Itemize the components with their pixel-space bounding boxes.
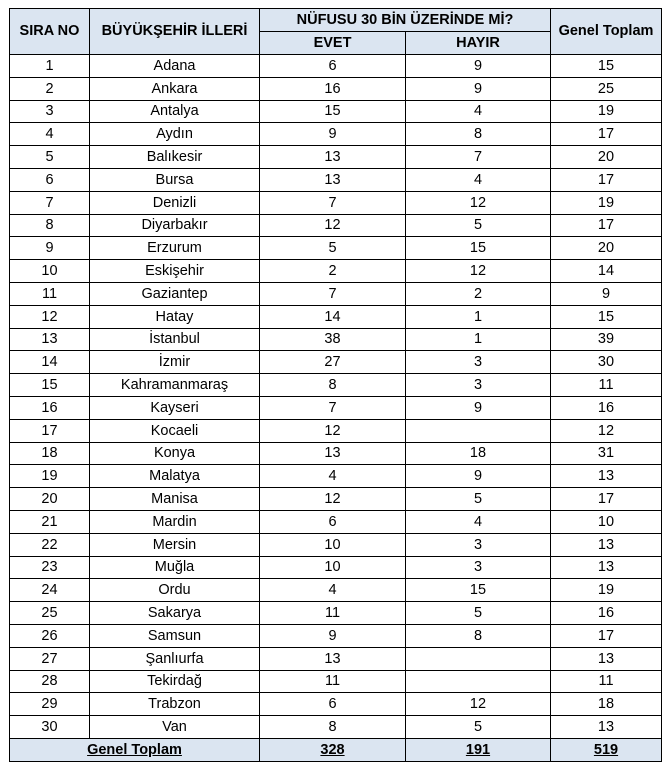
cell-il: Samsun xyxy=(90,624,260,647)
cell-toplam: 13 xyxy=(551,556,662,579)
cell-evet: 13 xyxy=(260,146,406,169)
table-row xyxy=(10,260,662,283)
table-row xyxy=(10,579,662,602)
cell-hayir xyxy=(406,419,551,442)
cell-toplam: 14 xyxy=(551,260,662,283)
cell-evet: 12 xyxy=(260,419,406,442)
table-header xyxy=(10,9,662,55)
header-sira-no: SIRA NO xyxy=(10,9,90,55)
cell-sira-no: 9 xyxy=(10,237,90,260)
table-row xyxy=(10,100,662,123)
cell-hayir: 15 xyxy=(406,579,551,602)
cell-toplam: 11 xyxy=(551,670,662,693)
cell-sira-no: 11 xyxy=(10,282,90,305)
cell-sira-no: 26 xyxy=(10,624,90,647)
cell-sira-no: 23 xyxy=(10,556,90,579)
cell-il: Kahramanmaraş xyxy=(90,374,260,397)
province-population-table xyxy=(9,8,662,762)
table-row xyxy=(10,647,662,670)
cell-evet: 9 xyxy=(260,624,406,647)
table-row xyxy=(10,214,662,237)
cell-hayir: 4 xyxy=(406,168,551,191)
table-row xyxy=(10,510,662,533)
cell-il: Erzurum xyxy=(90,237,260,260)
cell-evet: 13 xyxy=(260,168,406,191)
cell-toplam: 25 xyxy=(551,77,662,100)
header-genel-toplam: Genel Toplam xyxy=(551,9,662,55)
cell-toplam: 9 xyxy=(551,282,662,305)
table-row xyxy=(10,693,662,716)
cell-il: Van xyxy=(90,716,260,739)
cell-toplam: 39 xyxy=(551,328,662,351)
cell-sira-no: 16 xyxy=(10,396,90,419)
cell-evet: 11 xyxy=(260,670,406,693)
total-hayir: 191 xyxy=(406,738,551,761)
cell-evet: 12 xyxy=(260,488,406,511)
table-row xyxy=(10,55,662,78)
cell-evet: 4 xyxy=(260,579,406,602)
cell-hayir: 15 xyxy=(406,237,551,260)
cell-il: Denizli xyxy=(90,191,260,214)
cell-toplam: 17 xyxy=(551,214,662,237)
table-row xyxy=(10,168,662,191)
total-label: Genel Toplam xyxy=(10,738,260,761)
cell-toplam: 10 xyxy=(551,510,662,533)
cell-toplam: 11 xyxy=(551,374,662,397)
cell-sira-no: 20 xyxy=(10,488,90,511)
header-hayir: HAYIR xyxy=(406,32,551,55)
header-population-group: NÜFUSU 30 BİN ÜZERİNDE Mİ? xyxy=(260,9,551,32)
cell-evet: 10 xyxy=(260,533,406,556)
table-row xyxy=(10,351,662,374)
cell-toplam: 17 xyxy=(551,123,662,146)
cell-toplam: 15 xyxy=(551,305,662,328)
cell-sira-no: 27 xyxy=(10,647,90,670)
table-row xyxy=(10,670,662,693)
cell-evet: 15 xyxy=(260,100,406,123)
table-row xyxy=(10,716,662,739)
cell-sira-no: 28 xyxy=(10,670,90,693)
cell-toplam: 16 xyxy=(551,396,662,419)
cell-toplam: 13 xyxy=(551,465,662,488)
cell-hayir: 3 xyxy=(406,533,551,556)
cell-evet: 7 xyxy=(260,191,406,214)
table-row xyxy=(10,556,662,579)
cell-evet: 6 xyxy=(260,55,406,78)
cell-evet: 13 xyxy=(260,442,406,465)
cell-hayir: 5 xyxy=(406,716,551,739)
table-row xyxy=(10,374,662,397)
cell-toplam: 20 xyxy=(551,237,662,260)
cell-il: Hatay xyxy=(90,305,260,328)
cell-il: Manisa xyxy=(90,488,260,511)
cell-il: Konya xyxy=(90,442,260,465)
cell-evet: 2 xyxy=(260,260,406,283)
cell-sira-no: 24 xyxy=(10,579,90,602)
cell-il: Eskişehir xyxy=(90,260,260,283)
cell-hayir: 12 xyxy=(406,693,551,716)
table-row xyxy=(10,396,662,419)
cell-evet: 9 xyxy=(260,123,406,146)
cell-sira-no: 15 xyxy=(10,374,90,397)
cell-il: Bursa xyxy=(90,168,260,191)
cell-il: Sakarya xyxy=(90,602,260,625)
cell-toplam: 13 xyxy=(551,716,662,739)
table-row xyxy=(10,328,662,351)
table-row xyxy=(10,123,662,146)
cell-evet: 14 xyxy=(260,305,406,328)
cell-hayir: 9 xyxy=(406,55,551,78)
cell-hayir: 12 xyxy=(406,260,551,283)
table-row xyxy=(10,237,662,260)
cell-il: Kocaeli xyxy=(90,419,260,442)
cell-il: Malatya xyxy=(90,465,260,488)
cell-toplam: 17 xyxy=(551,168,662,191)
cell-hayir: 5 xyxy=(406,214,551,237)
cell-sira-no: 14 xyxy=(10,351,90,374)
cell-toplam: 16 xyxy=(551,602,662,625)
cell-sira-no: 6 xyxy=(10,168,90,191)
cell-sira-no: 17 xyxy=(10,419,90,442)
cell-hayir: 12 xyxy=(406,191,551,214)
cell-evet: 10 xyxy=(260,556,406,579)
cell-il: Kayseri xyxy=(90,396,260,419)
cell-il: Aydın xyxy=(90,123,260,146)
cell-hayir xyxy=(406,647,551,670)
cell-sira-no: 22 xyxy=(10,533,90,556)
table-row xyxy=(10,624,662,647)
cell-hayir: 18 xyxy=(406,442,551,465)
table-row xyxy=(10,282,662,305)
table-row xyxy=(10,419,662,442)
cell-il: Diyarbakır xyxy=(90,214,260,237)
cell-il: Mersin xyxy=(90,533,260,556)
cell-toplam: 18 xyxy=(551,693,662,716)
cell-toplam: 19 xyxy=(551,191,662,214)
cell-sira-no: 19 xyxy=(10,465,90,488)
cell-evet: 4 xyxy=(260,465,406,488)
cell-hayir: 3 xyxy=(406,556,551,579)
cell-sira-no: 21 xyxy=(10,510,90,533)
cell-sira-no: 18 xyxy=(10,442,90,465)
cell-hayir: 9 xyxy=(406,396,551,419)
cell-toplam: 12 xyxy=(551,419,662,442)
cell-hayir: 5 xyxy=(406,488,551,511)
cell-toplam: 20 xyxy=(551,146,662,169)
table-row xyxy=(10,465,662,488)
cell-sira-no: 30 xyxy=(10,716,90,739)
cell-evet: 11 xyxy=(260,602,406,625)
cell-evet: 27 xyxy=(260,351,406,374)
cell-toplam: 31 xyxy=(551,442,662,465)
table-body xyxy=(10,55,662,739)
cell-hayir xyxy=(406,670,551,693)
cell-hayir: 2 xyxy=(406,282,551,305)
table-row xyxy=(10,191,662,214)
cell-il: Muğla xyxy=(90,556,260,579)
table-row xyxy=(10,305,662,328)
header-buyuksehir-illeri: BÜYÜKŞEHİR İLLERİ xyxy=(90,9,260,55)
cell-toplam: 17 xyxy=(551,624,662,647)
cell-sira-no: 4 xyxy=(10,123,90,146)
table-footer xyxy=(10,738,662,761)
cell-hayir: 9 xyxy=(406,465,551,488)
cell-evet: 6 xyxy=(260,510,406,533)
cell-il: İstanbul xyxy=(90,328,260,351)
table-row xyxy=(10,533,662,556)
cell-il: Şanlıurfa xyxy=(90,647,260,670)
cell-sira-no: 12 xyxy=(10,305,90,328)
cell-toplam: 17 xyxy=(551,488,662,511)
cell-hayir: 9 xyxy=(406,77,551,100)
cell-sira-no: 8 xyxy=(10,214,90,237)
cell-sira-no: 1 xyxy=(10,55,90,78)
cell-evet: 16 xyxy=(260,77,406,100)
cell-toplam: 19 xyxy=(551,579,662,602)
table-row xyxy=(10,602,662,625)
cell-toplam: 13 xyxy=(551,533,662,556)
table-row xyxy=(10,146,662,169)
cell-hayir: 8 xyxy=(406,123,551,146)
cell-il: Mardin xyxy=(90,510,260,533)
cell-toplam: 30 xyxy=(551,351,662,374)
cell-sira-no: 3 xyxy=(10,100,90,123)
cell-hayir: 1 xyxy=(406,305,551,328)
cell-il: Ankara xyxy=(90,77,260,100)
cell-il: Antalya xyxy=(90,100,260,123)
cell-sira-no: 7 xyxy=(10,191,90,214)
cell-sira-no: 13 xyxy=(10,328,90,351)
cell-il: Gaziantep xyxy=(90,282,260,305)
cell-hayir: 8 xyxy=(406,624,551,647)
cell-hayir: 1 xyxy=(406,328,551,351)
cell-toplam: 13 xyxy=(551,647,662,670)
table-row xyxy=(10,77,662,100)
cell-il: Balıkesir xyxy=(90,146,260,169)
cell-sira-no: 29 xyxy=(10,693,90,716)
total-genel-toplam: 519 xyxy=(551,738,662,761)
cell-il: Adana xyxy=(90,55,260,78)
cell-il: Tekirdağ xyxy=(90,670,260,693)
cell-sira-no: 10 xyxy=(10,260,90,283)
cell-il: Ordu xyxy=(90,579,260,602)
cell-hayir: 4 xyxy=(406,510,551,533)
table-row xyxy=(10,442,662,465)
cell-evet: 6 xyxy=(260,693,406,716)
cell-il: İzmir xyxy=(90,351,260,374)
cell-toplam: 19 xyxy=(551,100,662,123)
cell-hayir: 4 xyxy=(406,100,551,123)
cell-evet: 8 xyxy=(260,716,406,739)
cell-evet: 8 xyxy=(260,374,406,397)
cell-evet: 13 xyxy=(260,647,406,670)
cell-sira-no: 25 xyxy=(10,602,90,625)
cell-evet: 7 xyxy=(260,282,406,305)
cell-toplam: 15 xyxy=(551,55,662,78)
cell-hayir: 7 xyxy=(406,146,551,169)
cell-sira-no: 5 xyxy=(10,146,90,169)
table-row xyxy=(10,488,662,511)
total-evet: 328 xyxy=(260,738,406,761)
cell-il: Trabzon xyxy=(90,693,260,716)
cell-evet: 38 xyxy=(260,328,406,351)
cell-hayir: 5 xyxy=(406,602,551,625)
header-evet: EVET xyxy=(260,32,406,55)
cell-hayir: 3 xyxy=(406,351,551,374)
total-row xyxy=(10,738,662,761)
cell-evet: 7 xyxy=(260,396,406,419)
cell-sira-no: 2 xyxy=(10,77,90,100)
cell-evet: 5 xyxy=(260,237,406,260)
cell-hayir: 3 xyxy=(406,374,551,397)
cell-evet: 12 xyxy=(260,214,406,237)
